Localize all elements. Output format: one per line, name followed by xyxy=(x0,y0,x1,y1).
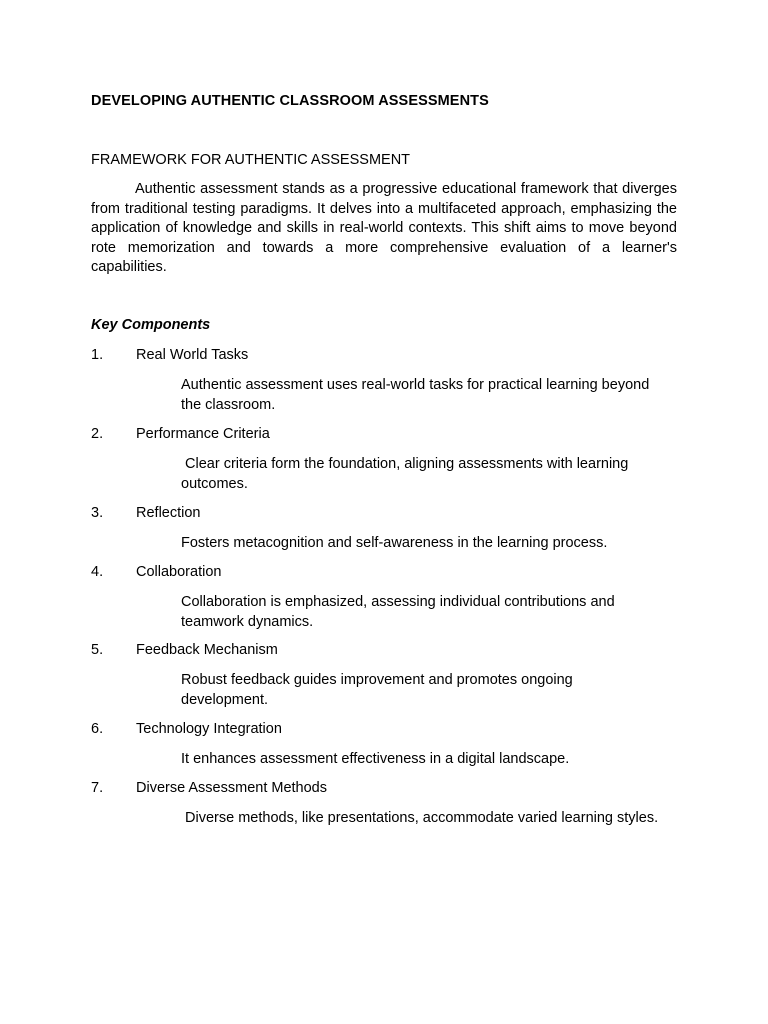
component-number: 5. xyxy=(91,642,104,658)
component-number: 1. xyxy=(91,347,104,363)
component-title: Real World Tasks xyxy=(136,347,249,363)
component-title: Reflection xyxy=(136,505,201,521)
component-number: 4. xyxy=(91,564,104,580)
component-description: Clear criteria form the foundation, aligning assessments with learning outcomes. xyxy=(181,456,633,492)
component-description: Authentic assessment uses real-world tasks for practical learning beyond the classroom. xyxy=(181,377,650,413)
intro-paragraph: Authentic assessment stands as a progressive educational framework that diverges from traditional testing paradigms. It delves into a multifaceted approach, emphasizing the application of knowledge and skills in real-world contexts. This shift aims to move beyond rote memorization and towards a more comprehensive evaluation of a learner's capabilities. xyxy=(91,181,677,276)
component-number: 2. xyxy=(91,426,104,442)
component-number: 3. xyxy=(91,505,104,521)
component-description: It enhances assessment effectiveness in a digital landscape. xyxy=(181,751,570,767)
component-description: Fosters metacognition and self-awareness in the learning process. xyxy=(181,535,608,551)
component-title: Feedback Mechanism xyxy=(136,642,278,658)
component-description: Robust feedback guides improvement and promotes ongoing development. xyxy=(181,672,573,708)
component-title: Technology Integration xyxy=(136,721,282,737)
component-title: Performance Criteria xyxy=(136,426,270,442)
component-title: Collaboration xyxy=(136,564,222,580)
document-title: DEVELOPING AUTHENTIC CLASSROOM ASSESSMENTS xyxy=(91,93,489,109)
component-description: Diverse methods, like presentations, accommodate varied learning styles. xyxy=(181,810,659,826)
component-title: Diverse Assessment Methods xyxy=(136,780,327,796)
key-components-heading: Key Components xyxy=(91,317,211,333)
component-number: 6. xyxy=(91,721,104,737)
component-number: 7. xyxy=(91,780,104,796)
section-heading: FRAMEWORK FOR AUTHENTIC ASSESSMENT xyxy=(91,152,411,168)
component-description: Collaboration is emphasized, assessing individual contributions and teamwork dynamics. xyxy=(181,594,615,630)
